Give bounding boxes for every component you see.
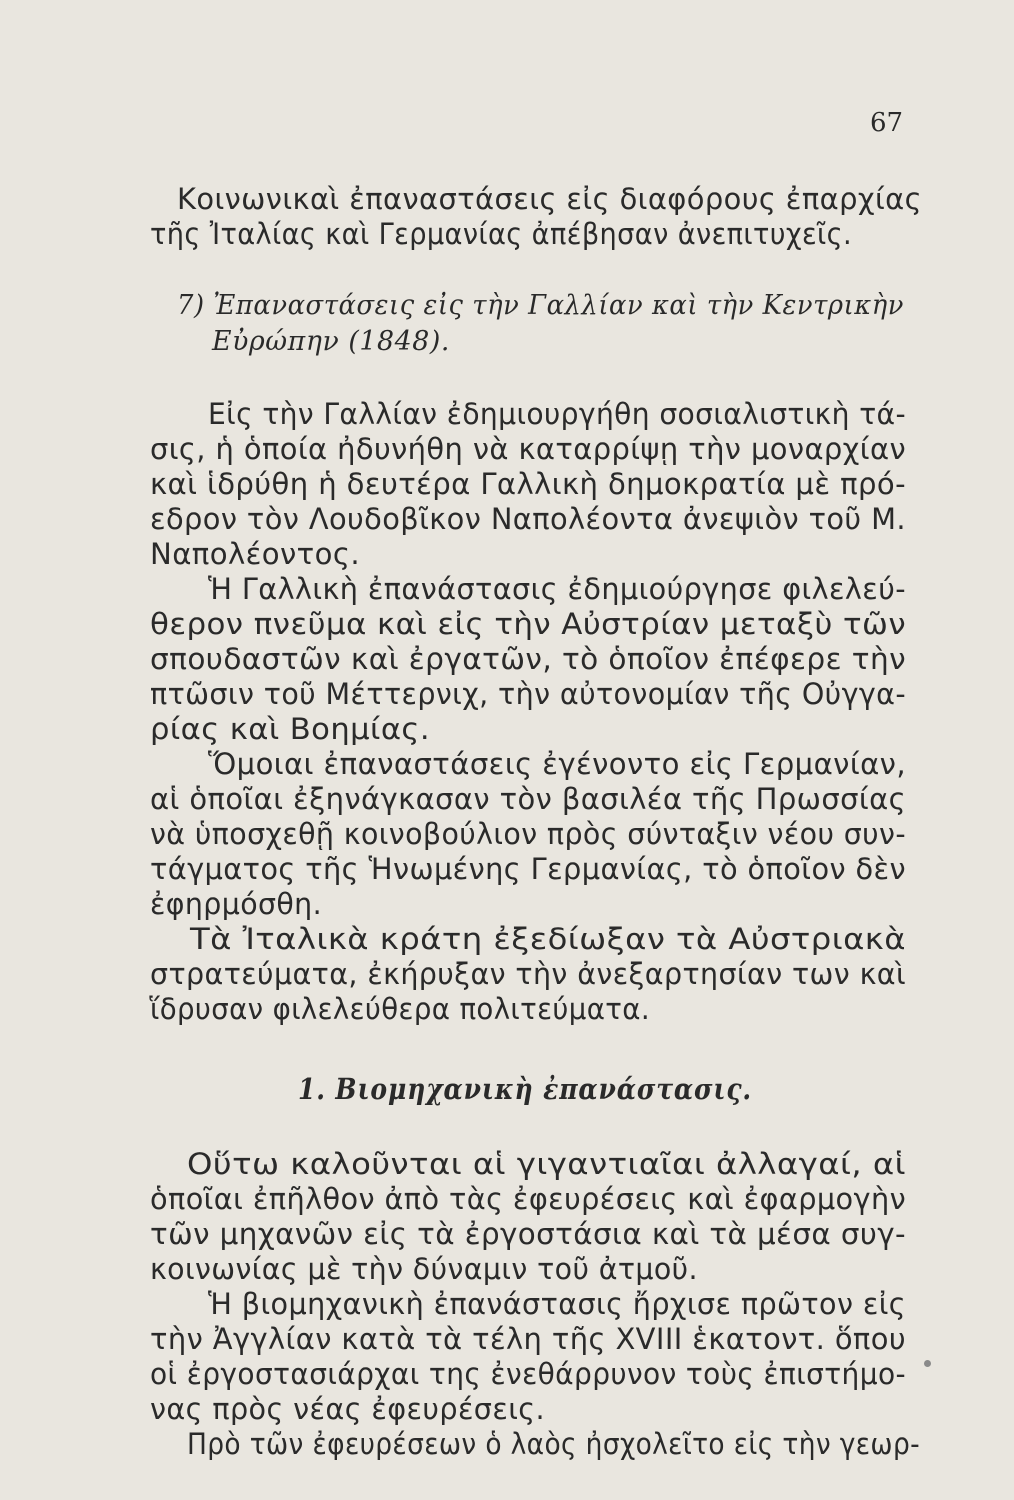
text-line: ρίας καὶ Βοημίας.: [150, 712, 430, 746]
text-line: κοινωνίας μὲ τὴν δύναμιν τοῦ ἀτμοῦ.: [150, 1252, 698, 1286]
text-line: τῆς Ἰταλίας καὶ Γερμανίας ἀπέβησαν ἀνεπιτυχεῖς.: [150, 217, 853, 251]
text-line: οἱ ἐργοστασιάρχαι της ἐνεθάρρυνον τοὺς ἐπιστήμο-: [150, 1357, 906, 1391]
text-line: Κοινωνικαὶ ἐπαναστάσεις εἰς διαφόρους ἐπαρχίας: [177, 182, 922, 216]
text-line: τῶν μηχανῶν εἰς τὰ ἐργοστάσια καὶ τὰ μέσα συγ-: [150, 1217, 906, 1251]
ink-speck: [924, 1360, 931, 1367]
text-line: θερον πνεῦμα καὶ εἰς τὴν Αὐστρίαν μεταξὺ τῶν: [150, 607, 907, 641]
text-line: ὁποῖαι ἐπῆλθον ἀπὸ τὰς ἐφευρέσεις καὶ ἐφαρμογὴν: [150, 1182, 907, 1216]
text-line: Τὰ Ἰταλικὰ κράτη ἐξεδίωξαν τὰ Αὐστριακὰ: [190, 922, 906, 956]
text-line: Ναπολέοντος.: [150, 537, 361, 571]
text-line: νας πρὸς νέας ἐφευρέσεις.: [150, 1392, 546, 1426]
text-line: νὰ ὑποσχεθῇ κοινοβούλιον πρὸς σύνταξιν νέου συν-: [150, 817, 907, 851]
subsection-heading-line: Εὐρώπην (1848).: [212, 326, 450, 357]
text-line: στρατεύματα, ἐκήρυξαν τὴν ἀνεξαρτησίαν των καὶ: [150, 957, 907, 991]
text-line: Ὅμοιαι ἐπαναστάσεις ἐγένοντο εἰς Γερμανίαν,: [208, 747, 906, 781]
page-number: 67: [870, 108, 904, 138]
text-line: Πρὸ τῶν ἐφευρέσεων ὁ λαὸς ἠσχολεῖτο εἰς τὴν γεωρ-: [187, 1427, 921, 1461]
text-line: αἱ ὁποῖαι ἐξηνάγκασαν τὸν βασιλέα τῆς Πρωσσίας: [150, 782, 907, 816]
text-line: πτῶσιν τοῦ Μέττερνιχ, τὴν αὐτονομίαν τῆς Οὐγγα-: [150, 677, 907, 711]
text-line: εδρον τὸν Λουδοβῖκον Ναπολέοντα ἀνεψιὸν τοῦ Μ.: [150, 502, 906, 536]
subsection-heading-line: 7) Ἐπαναστάσεις εἰς τὴν Γαλλίαν καὶ τὴν Κεντρικὴν: [177, 290, 904, 321]
text-line: τάγματος τῆς Ἡνωμένης Γερμανίας, τὸ ὁποῖον δὲν: [150, 852, 906, 886]
text-line: σπουδαστῶν καὶ ἐργατῶν, τὸ ὁποῖον ἐπέφερε τὴν: [150, 642, 906, 676]
text-line: Ἡ Γαλλικὴ ἐπανάστασις ἐδημιούργησε φιλελεύ-: [208, 572, 906, 606]
text-line: καὶ ἱδρύθη ἡ δευτέρα Γαλλικὴ δημοκρατία μὲ πρό-: [150, 467, 906, 501]
text-line: Εἰς τὴν Γαλλίαν ἐδημιουργήθη σοσιαλιστικὴ τά-: [208, 397, 907, 431]
text-line: ἵδρυσαν φιλελεύθερα πολιτεύματα.: [150, 992, 650, 1026]
section-heading: 1. Βιομηχανικὴ ἐπανάστασις.: [298, 1072, 753, 1106]
text-line: τὴν Ἀγγλίαν κατὰ τὰ τέλη τῆς XVIII ἑκατοντ. ὅπου: [150, 1322, 907, 1356]
text-line: Ἡ βιομηχανικὴ ἐπανάστασις ἤρχισε πρῶτον εἰς: [208, 1287, 907, 1321]
text-line: σις, ἡ ὁποία ἠδυνήθη νὰ καταρρίψῃ τὴν μοναρχίαν: [150, 432, 907, 466]
text-line: ἐφηρμόσθη.: [150, 887, 323, 921]
text-line: Οὕτω καλοῦνται αἱ γιγαντιαῖαι ἀλλαγαί, αἱ: [187, 1147, 907, 1181]
